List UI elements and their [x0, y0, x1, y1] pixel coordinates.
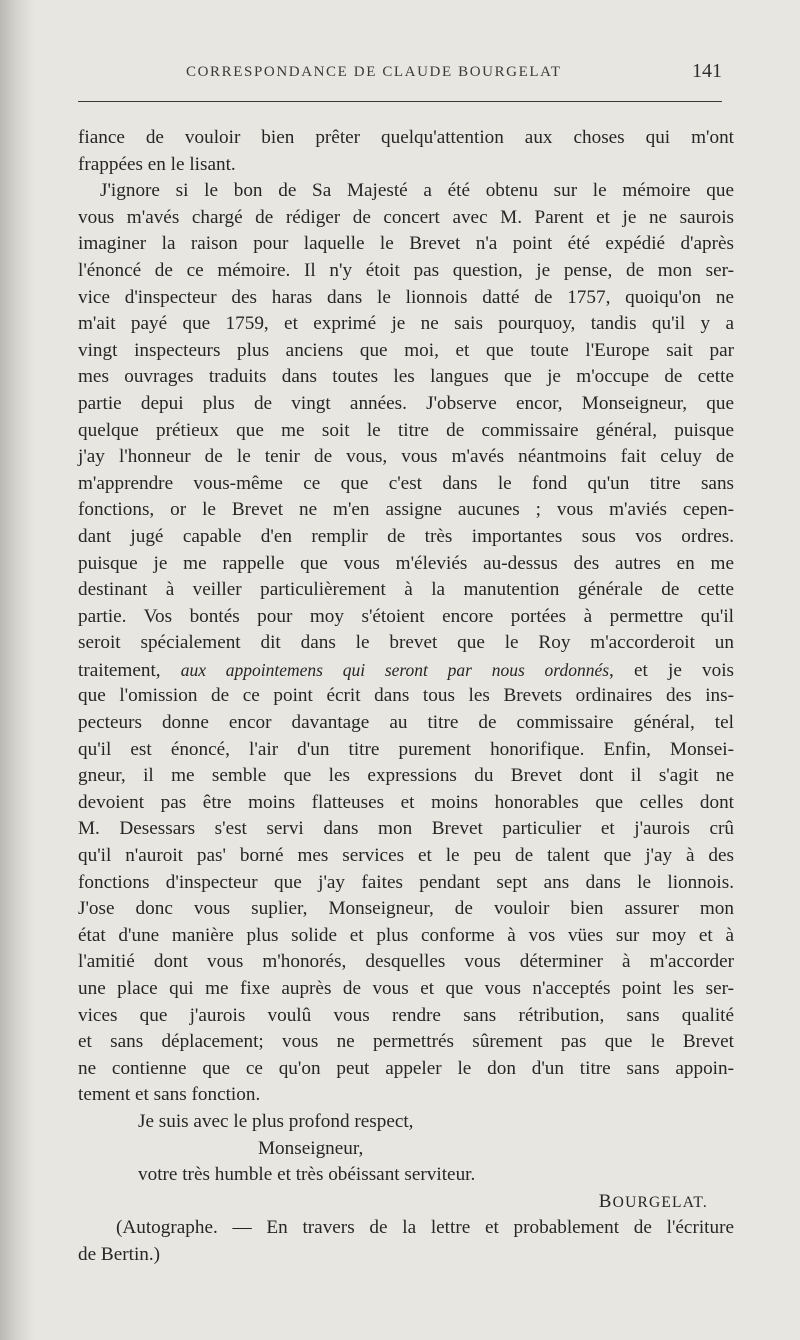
text-line: j'ay l'honneur de le tenir de vous, vous m'avés néantmoins fait celuy de	[78, 446, 734, 468]
text-line: dant jugé capable d'en remplir de très importantes sous vos ordres.	[78, 525, 734, 547]
page-header	[78, 58, 722, 92]
text-line: destinant à veiller particulièrement à la manutention générale de cette	[78, 579, 734, 601]
text-line: seroit spécialement dit dans le brevet que le Roy m'accorderoit un	[78, 632, 734, 654]
text-line: frappées en le lisant.	[78, 153, 236, 175]
text-line: m'ait payé que 1759, et exprimé je ne sais pourquoy, tandis qu'il y a	[78, 313, 734, 335]
closing-valediction: votre très humble et très obéissant serviteur.	[138, 1164, 476, 1186]
text-line: état d'une manière plus solide et plus conforme à vos vües sur moy et à	[78, 924, 734, 946]
closing-formula: Je suis avec le plus profond respect,	[138, 1110, 414, 1132]
text-segment: , et je vois	[609, 659, 735, 681]
text-line: vous m'avés chargé de rédiger de concert avec M. Parent et je ne saurois	[78, 206, 734, 228]
text-line: vingt inspecteurs plus anciens que moi, et que toute l'Europe sait par	[78, 339, 734, 361]
text-line: partie depui plus de vingt années. J'observe encor, Monseigneur, que	[78, 392, 734, 414]
text-line: que l'omission de ce point écrit dans tous les Brevets ordinaires des ins-	[78, 685, 734, 707]
text-line: fiance de vouloir bien prêter quelqu'attention aux choses qui m'ont	[78, 127, 734, 148]
text-line: vices que j'aurois voulû vous rendre sans rétribution, sans qualité	[78, 1004, 734, 1026]
text-line: pecteurs donne encor davantage au titre de commissaire général, tel	[78, 712, 734, 734]
text-line: l'énoncé de ce mémoire. Il n'y étoit pas question, je pense, de mon ser-	[78, 259, 734, 281]
text-segment: traitement,	[78, 659, 181, 681]
text-line: M. Desessars s'est servi dans mon Brevet particulier et j'aurois crû	[78, 818, 734, 840]
text-line: imaginer la raison pour laquelle le Brevet n'a point été expédié d'après	[78, 233, 734, 255]
text-line: ne contienne que ce qu'on peut appeler le don d'un titre sans appoin-	[78, 1057, 734, 1079]
text-line: fonctions d'inspecteur que j'ay faites pendant sept ans dans le lionnois.	[78, 871, 734, 893]
closing-salutation: Monseigneur,	[258, 1137, 364, 1159]
header-rule	[78, 101, 722, 102]
editorial-note: (Autographe. — En travers de la lettre et probablement de l'écriture	[116, 1217, 734, 1239]
running-title: CORRESPONDANCE DE CLAUDE BOURGELAT	[186, 64, 562, 80]
text-line: mes ouvrages traduits dans toutes les langues que je m'occupe de cette	[78, 366, 734, 388]
text-line: m'apprendre vous-même ce que c'est dans le fond qu'un titre sans	[78, 472, 734, 494]
text-line: puisque je me rappelle que vous m'éleviés au-dessus des autres en me	[78, 552, 734, 574]
text-line: et sans déplacement; vous ne permettrés sûrement pas que le Brevet	[78, 1031, 734, 1053]
editorial-note-continuation: de Bertin.)	[78, 1243, 161, 1265]
text-line: J'ignore si le bon de Sa Majesté a été obtenu sur le mémoire que	[100, 180, 734, 202]
letter-body	[78, 125, 734, 1269]
text-line: qu'il est énoncé, l'air d'un titre purement honorifique. Enfin, Monsei-	[78, 738, 734, 760]
text-line: partie. Vos bontés pour moy s'étoient encore portées à permettre qu'il	[78, 605, 734, 627]
text-line: une place qui me fixe auprès de vous et que vous n'acceptés point les ser-	[78, 978, 734, 999]
text-line-with-italic	[78, 657, 734, 684]
page-number: 141	[692, 60, 722, 82]
text-line: l'amitié dont vous m'honorés, desquelles vous déterminer à m'accorder	[78, 951, 734, 973]
text-line: tement et sans fonction.	[78, 1084, 261, 1106]
text-line: qu'il n'auroit pas' borné mes services et le peu de talent que j'ay à des	[78, 845, 734, 867]
signature-rest: OURGELAT.	[612, 1193, 708, 1211]
text-line: devoient pas être moins flatteuses et moins honorables que celles dont	[78, 791, 734, 813]
text-line: vice d'inspecteur des haras dans le lionnois datté de 1757, quoiqu'on ne	[78, 286, 734, 308]
signature	[78, 1189, 734, 1216]
text-line: J'ose donc vous suplier, Monseigneur, de vouloir bien assurer mon	[78, 898, 734, 920]
binding-shadow	[0, 0, 34, 1340]
text-line: gneur, il me semble que les expressions du Brevet dont il s'agit ne	[78, 765, 734, 787]
text-line: quelque prétieux que me soit le titre de commissaire général, puisque	[78, 419, 734, 441]
signature-initial: B	[598, 1190, 613, 1212]
italic-quotation: aux appointemens qui seront par nous ordonnés	[180, 659, 610, 680]
text-line: fonctions, or le Brevet ne m'en assigne aucunes ; vous m'aviés cepen-	[78, 499, 734, 521]
